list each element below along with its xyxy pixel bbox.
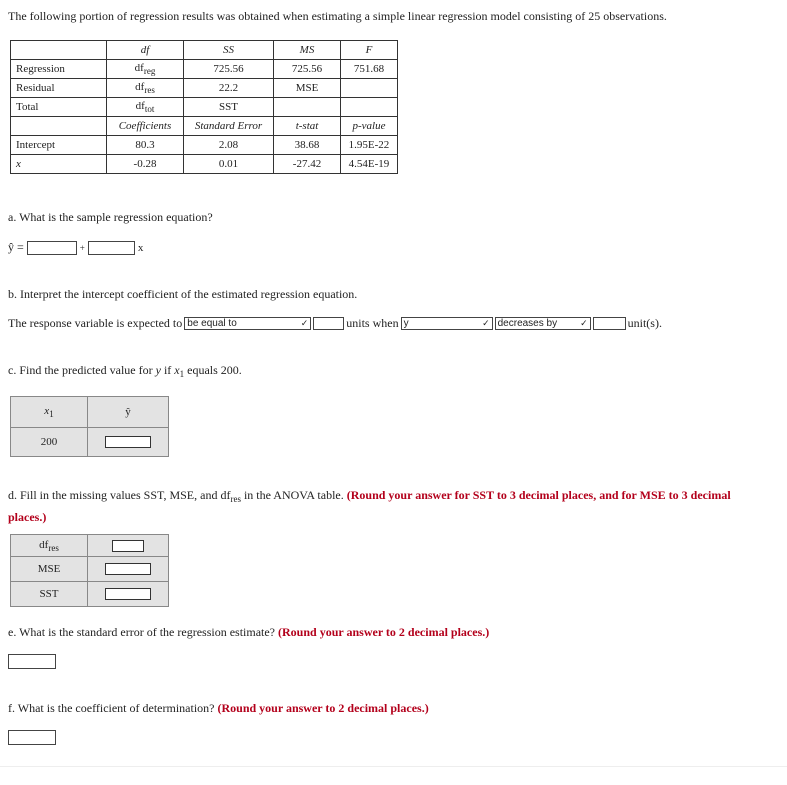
question-e-text: e. What is the standard error of the regression estimate? (Round your answer to 2 decimal places.): [8, 625, 490, 639]
question-f-text: f. What is the coefficient of determination? (Round your answer to 2 decimal places.): [8, 701, 429, 715]
table-header: ŷ: [88, 397, 169, 428]
row-label: Residual: [11, 79, 107, 98]
prediction-table: [10, 396, 169, 457]
table-header-row: [11, 41, 398, 60]
rounding-note: (Round your answer to 2 decimal places.): [278, 625, 490, 639]
row-label: Intercept: [11, 136, 107, 155]
table-header: MS: [274, 41, 341, 60]
standard-error-input[interactable]: [8, 654, 56, 669]
se-cell: 2.08: [184, 136, 274, 155]
row-label: Regression: [11, 60, 107, 79]
x-value-cell: 200: [11, 428, 88, 457]
rounding-note: (Round your answer to 2 decimal places.): [217, 701, 429, 715]
input-cell: [88, 557, 169, 582]
input-cell: [88, 535, 169, 557]
row-label: $df_{res}$: [11, 535, 88, 557]
table-cell: [11, 41, 107, 60]
table-row: [11, 60, 398, 79]
df-cell: $df_{reg}$: [107, 60, 184, 79]
yhat-cell: [88, 428, 169, 457]
question-d-text: d. Fill in the missing values SST, MSE, and $df_{res}$ in the ANOVA table. (Round your answer for SST to 3 decimal places, and for MSE to 3 decimal places.): [8, 488, 731, 524]
row-label: SST: [11, 582, 88, 607]
f-cell: 751.68: [341, 60, 398, 79]
ms-cell: MSE: [274, 79, 341, 98]
row-label: MSE: [11, 557, 88, 582]
se-cell: 0.01: [184, 155, 274, 174]
df-cell: $df_{tot}$: [107, 98, 184, 117]
variable-select[interactable]: y ✓: [401, 317, 493, 330]
table-row: [11, 535, 169, 557]
question-c-text: c. Find the predicted value for y if $x_1$ equals 200.: [8, 363, 242, 379]
anova-missing-table: [10, 534, 169, 607]
f-cell: [341, 79, 398, 98]
yhat-label: ŷ =: [8, 240, 24, 254]
table-cell: [11, 117, 107, 136]
chevron-down-icon: ✓: [300, 318, 309, 328]
table-row: [11, 155, 398, 174]
direction-select[interactable]: decreases by ✓: [495, 317, 591, 330]
table-row: [11, 98, 398, 117]
r-squared-input[interactable]: [8, 730, 56, 745]
p-cell: 1.95E-22: [341, 136, 398, 155]
table-header: t-stat: [274, 117, 341, 136]
question-a-equation: [8, 240, 143, 255]
yhat-input[interactable]: [105, 436, 151, 448]
df-cell: $df_{res}$: [107, 79, 184, 98]
table-row: [11, 79, 398, 98]
chevron-down-icon: ✓: [482, 318, 490, 328]
question-a-text: a. What is the sample regression equation?: [8, 210, 213, 224]
coef-cell: -0.28: [107, 155, 184, 174]
table-row: [11, 428, 169, 457]
b-suffix: unit(s).: [627, 316, 662, 330]
table-row: [11, 136, 398, 155]
p-cell: 4.54E-19: [341, 155, 398, 174]
expectation-select[interactable]: be equal to ✓: [184, 317, 311, 330]
x-label: x: [137, 241, 144, 254]
ss-cell: 725.56: [184, 60, 274, 79]
intercept-value-input[interactable]: [313, 317, 344, 330]
table-header: $x_1$: [11, 397, 88, 428]
row-label: Total: [11, 98, 107, 117]
df-res-input[interactable]: [112, 540, 144, 552]
sst-input[interactable]: [105, 588, 151, 600]
row-label: x: [11, 155, 107, 174]
table-header-row: [11, 117, 398, 136]
regression-table: [10, 40, 398, 174]
table-header: F: [341, 41, 398, 60]
b-mid: units when: [346, 316, 399, 330]
rounding-note: (Round your answer for SST to 3 decimal places, and for MSE to 3 decimal places.): [8, 488, 731, 524]
t-cell: 38.68: [274, 136, 341, 155]
question-b-sentence: [8, 316, 662, 331]
table-header: Coefficients: [107, 117, 184, 136]
coef-cell: 80.3: [107, 136, 184, 155]
plus-sign: +: [79, 242, 85, 253]
question-b-text: b. Interpret the intercept coefficient of the estimated regression equation.: [8, 287, 358, 301]
table-row: [11, 582, 169, 607]
divider: [0, 766, 787, 767]
intro-text: The following portion of regression results was obtained when estimating a simple linear regression model consisting of 25 observations.: [8, 9, 667, 23]
ss-cell: SST: [184, 98, 274, 117]
ms-cell: 725.56: [274, 60, 341, 79]
input-cell: [88, 582, 169, 607]
slope-input[interactable]: [88, 241, 135, 255]
t-cell: -27.42: [274, 155, 341, 174]
intercept-input[interactable]: [27, 241, 77, 255]
table-header: Standard Error: [184, 117, 274, 136]
table-row: [11, 557, 169, 582]
f-cell: [341, 98, 398, 117]
chevron-down-icon: ✓: [580, 318, 588, 328]
table-header-row: [11, 397, 169, 428]
table-header: p-value: [341, 117, 398, 136]
mse-input[interactable]: [105, 563, 151, 575]
table-header: df: [107, 41, 184, 60]
b-prefix: The response variable is expected to: [8, 316, 183, 330]
unit-value-input[interactable]: [593, 317, 626, 330]
table-header: SS: [184, 41, 274, 60]
ms-cell: [274, 98, 341, 117]
ss-cell: 22.2: [184, 79, 274, 98]
